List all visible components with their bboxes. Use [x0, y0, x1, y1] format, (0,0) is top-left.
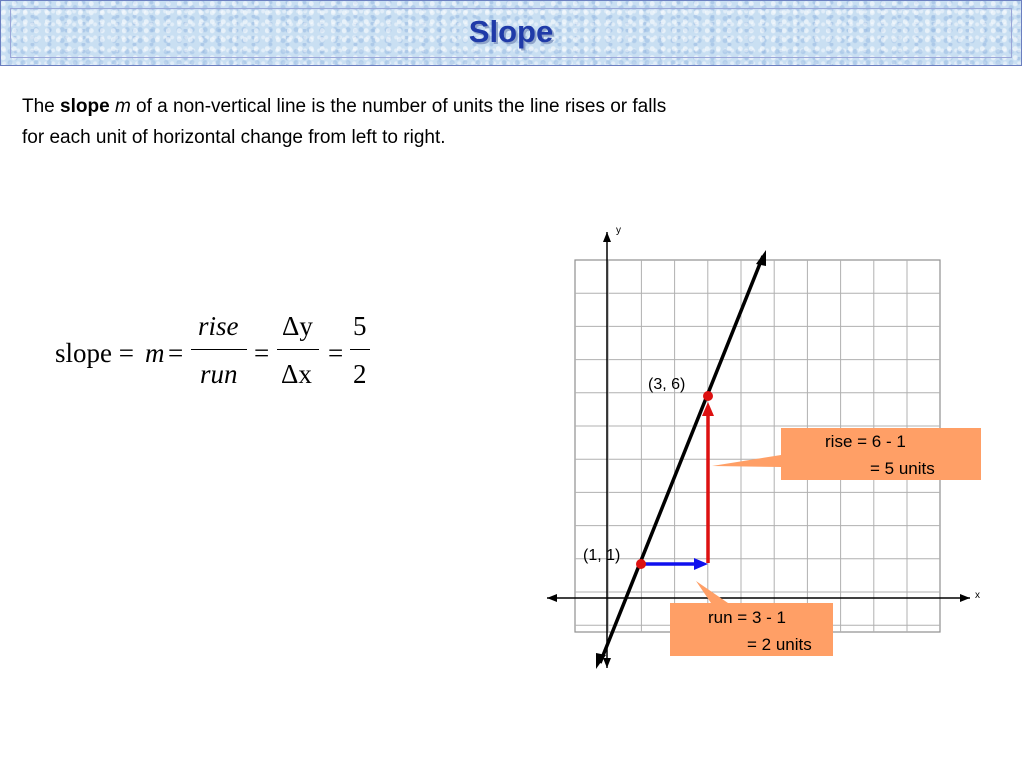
- intro-bold-word: slope: [60, 96, 110, 117]
- point-3-6: [703, 391, 713, 401]
- intro-rest-line1: of a non-vertical line is the number of units the line rises or falls: [130, 96, 667, 117]
- formula-eq1: =: [168, 338, 184, 368]
- run-callout-line1: run = 3 - 1: [708, 608, 786, 627]
- x-axis-right-arrow-icon: [960, 594, 970, 602]
- y-axis-top-arrow-icon: [603, 232, 611, 242]
- intro-italic-var: m: [114, 96, 131, 117]
- formula-rise: rise: [198, 311, 239, 341]
- run-callout-line2: = 2 units: [747, 635, 812, 654]
- line-top-arrow-icon: [756, 250, 766, 266]
- intro-prefix: The: [22, 96, 61, 117]
- formula-dy: Δy: [282, 311, 313, 341]
- rise-callout-line1: rise = 6 - 1: [825, 432, 906, 451]
- formula-lhs: slope =: [55, 338, 134, 368]
- x-axis-left-arrow-icon: [547, 594, 557, 602]
- formula-num: 5: [353, 311, 367, 341]
- formula-den: 2: [353, 359, 367, 389]
- formula-eq3: =: [328, 338, 344, 368]
- formula-m: m: [145, 338, 165, 368]
- x-axis-label: x: [975, 590, 980, 601]
- formula-eq2: =: [254, 338, 270, 368]
- point-1-1: [636, 559, 646, 569]
- point-1-1-label: (1, 1): [583, 547, 621, 564]
- formula-dx: Δx: [281, 359, 312, 389]
- y-axis-label: y: [616, 225, 621, 236]
- slide-title: Slope: [468, 14, 554, 49]
- run-arrowhead-icon: [694, 558, 708, 570]
- rise-callout-line2: = 5 units: [870, 459, 935, 478]
- point-3-6-label: (3, 6): [648, 376, 686, 393]
- intro-line2: for each unit of horizontal change from left to right.: [22, 127, 446, 148]
- formula-run: run: [200, 359, 238, 389]
- y-axis-bottom-arrow-icon: [603, 658, 611, 668]
